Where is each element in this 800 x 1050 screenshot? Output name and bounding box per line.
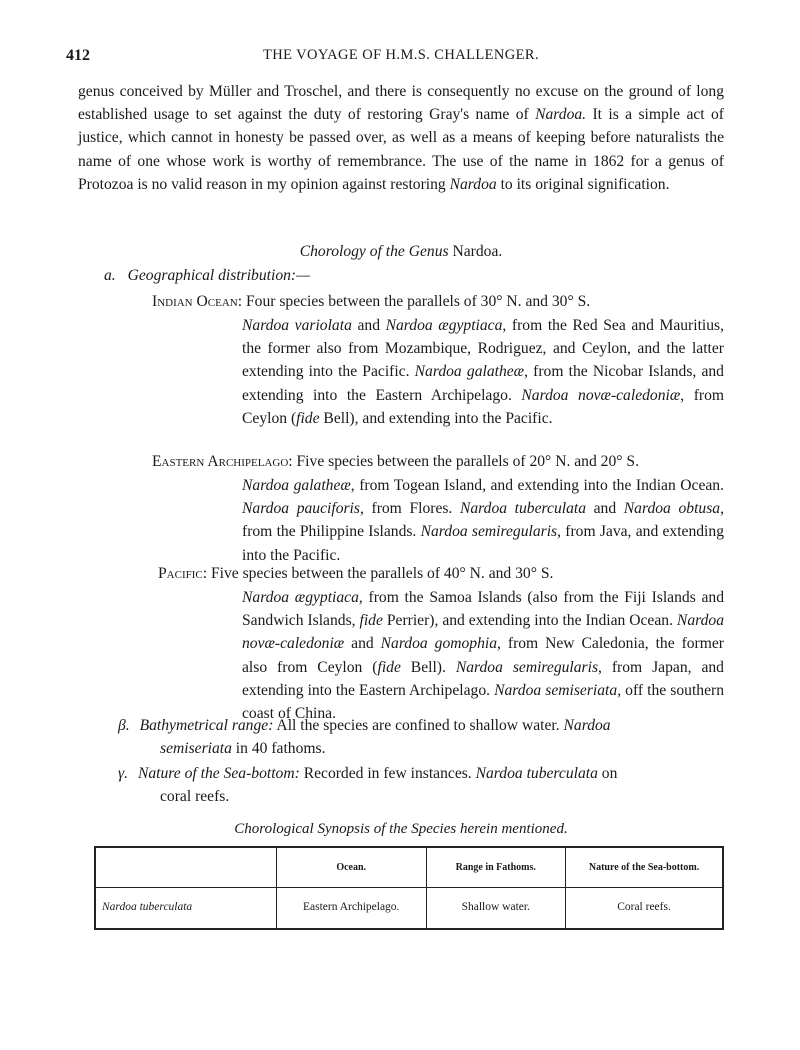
fide-term: fide — [377, 658, 401, 676]
table-header-row — [95, 847, 723, 887]
intro-text: genus conceived by Müller and Troschel, and there is consequently no excuse on the ground of long established usage to set against the duty of restoring Gray's name of — [78, 83, 724, 124]
body-text: , from Japan, and extending into the Eastern Archipelago. — [242, 658, 724, 699]
fide-term: fide — [359, 612, 383, 630]
region-heading-indian-ocean — [152, 290, 724, 313]
body-text: , from the Philippine Islands. — [242, 500, 724, 541]
species-name: Nardoa semiseriata — [494, 681, 618, 699]
region-heading-eastern-archipelago — [152, 450, 724, 473]
list-marker: a. — [104, 267, 116, 284]
header-sea-bottom: Nature of the Sea-bottom. — [566, 847, 723, 887]
species-name: Nardoa gomophia — [380, 635, 498, 653]
region-name: Pacific — [158, 565, 203, 582]
subheading-label: Geographical distribution:— — [127, 267, 310, 284]
body-text: in 40 fathoms. — [231, 740, 326, 758]
body-text: , from the Nicobar Islands, and extending into the Eastern Archipelago. — [242, 363, 724, 404]
body-text: , from Togean Island, and extending into the Indian Ocean. — [350, 477, 724, 494]
header-range: Range in Fathoms. — [426, 847, 566, 887]
body-text: , from the Red Sea and Mauritius, the former also from Mozambique, Rodriguez, and Ceylon, and the latter extending into the Pacific. — [242, 317, 725, 381]
section-title-genus: Nardoa. — [452, 243, 503, 260]
page-header — [66, 44, 724, 68]
body-text: , from Java, and extending into the Pacific. — [242, 523, 724, 564]
region-body-eastern-archipelago — [242, 474, 724, 567]
species-name: Nardoa tuberculata — [459, 500, 586, 518]
body-text: on — [597, 765, 618, 782]
body-text: and — [344, 635, 381, 653]
species-name: Nardoa novæ-caledoniæ — [521, 386, 681, 404]
species-name: Nardoa tuberculata — [475, 765, 598, 782]
species-name: Nardoa semiregularis — [455, 658, 599, 676]
body-text: Bell). — [400, 658, 456, 676]
species-name: Nardoa pauciforis — [242, 500, 360, 518]
body-text: Recorded in few instances. — [299, 765, 476, 782]
species-name: Nardoa — [563, 717, 611, 734]
body-text: , from the Samoa Islands (also from the Fiji Islands and Sandwich Islands, — [242, 589, 725, 630]
section-title — [78, 240, 724, 263]
list-marker: γ. — [118, 765, 129, 782]
cell-range: Shallow water. — [426, 887, 566, 929]
cell-sea-bottom: Coral reefs. — [566, 887, 723, 929]
species-name: Nardoa galatheæ — [414, 363, 525, 381]
body-text: and — [586, 500, 624, 518]
geographical-distribution-heading — [104, 264, 724, 287]
cell-species: Nardoa tuberculata — [95, 887, 276, 929]
genus-name: Nardoa. — [535, 106, 587, 124]
body-text: Bell), and extending into the Pacific. — [319, 409, 553, 427]
region-name: Indian Ocean — [152, 293, 238, 310]
body-text: , from Flores. — [359, 500, 460, 518]
page-number: 412 — [66, 47, 90, 64]
region-name: Eastern Archipelago — [152, 453, 289, 470]
region-body-indian-ocean — [242, 314, 724, 430]
body-text: , off the southern coast of China. — [242, 681, 724, 723]
body-text: coral reefs. — [160, 788, 230, 806]
genus-name: Nardoa — [449, 175, 497, 193]
intro-text: It is a simple act of justice, which cannot in honesty be passed over, as well as a means of keeping before naturalists the name of one whose work is worthy of remembrance. The use of the name in 1862 for a genus of Protozoa is no valid reason in my opinion against restoring — [78, 106, 725, 193]
body-text: , from New Caledonia, the former also from Ceylon ( — [242, 635, 724, 676]
region-summary: : Five species between the parallels of 40° N. and 30° S. — [202, 565, 554, 582]
table-caption: Chorological Synopsis of the Species herein mentioned. — [234, 821, 568, 837]
cell-ocean: Eastern Archipelago. — [276, 887, 426, 929]
fide-term: fide — [296, 409, 320, 427]
section-title-italic: Chorology of the Genus — [299, 243, 449, 260]
region-body-pacific — [242, 586, 724, 725]
region-heading-pacific — [158, 562, 730, 585]
header-ocean: Ocean. — [276, 847, 426, 887]
body-text: , from Ceylon ( — [242, 386, 725, 427]
region-summary: : Five species between the parallels of 20° N. and 20° S. — [288, 453, 639, 470]
species-name: Nardoa ægyptiaca — [242, 589, 359, 606]
species-name: Nardoa semiregularis — [420, 523, 558, 541]
header-species — [95, 847, 276, 887]
species-name: Nardoa ægyptiaca — [385, 317, 503, 334]
sea-bottom-nature — [118, 762, 724, 808]
body-text: Perrier), and extending into the Indian Ocean. — [382, 612, 677, 630]
species-name: Nardoa novæ-caledoniæ — [242, 612, 724, 653]
running-head: THE VOYAGE OF H.M.S. CHALLENGER. — [263, 47, 539, 63]
species-name: Nardoa variolata — [242, 317, 352, 334]
subheading-label: Bathymetrical range: — [139, 717, 274, 734]
intro-paragraph — [78, 80, 724, 196]
body-text: All the species are confined to shallow water. — [273, 717, 564, 734]
species-name: Nardoa obtusa — [623, 500, 721, 518]
body-text: and — [351, 317, 386, 334]
bathymetrical-range — [118, 714, 724, 760]
species-name: semiseriata — [160, 740, 232, 758]
species-name: Nardoa galatheæ — [242, 477, 351, 494]
subheading-label: Nature of the Sea-bottom: — [137, 765, 300, 782]
table-row — [95, 887, 723, 929]
list-marker: β. — [118, 717, 130, 734]
chorological-synopsis-table — [94, 846, 724, 930]
intro-text: to its original signification. — [496, 175, 670, 193]
region-summary: : Four species between the parallels of 30° N. and 30° S. — [237, 293, 591, 310]
